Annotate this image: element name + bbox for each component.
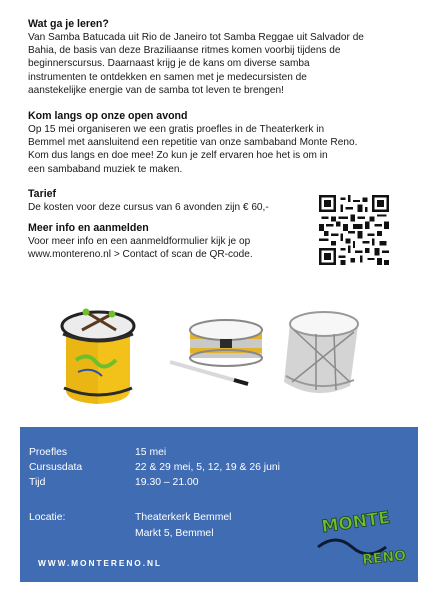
snare-drum-icon	[170, 320, 262, 384]
section-heading: Kom langs op onze open avond	[28, 110, 188, 122]
text-line: instrumenten te ontdekken en samen met je medecursisten de	[28, 71, 307, 83]
info-value: Markt 5, Bemmel	[135, 528, 214, 539]
info-label: Locatie:	[29, 512, 66, 523]
info-label: Proefles	[29, 447, 68, 458]
surdo-drum-icon	[62, 309, 134, 405]
text-line: De kosten voor deze cursus van 6 avonden zijn € 60,-	[28, 202, 269, 213]
section-open-evening	[28, 110, 412, 176]
text-line: aanstekelijke energie van de samba tot leven te brengen!	[28, 84, 284, 96]
qr-code-icon[interactable]	[319, 195, 389, 265]
text-line: Van Samba Batucada uit Rio de Janeiro tot Samba Reggae uit Salvador de	[28, 32, 364, 43]
text-line: Voor meer info en een aanmeldformulier kijk je op	[28, 236, 251, 247]
text-line: een sambaband muziek te maken.	[28, 163, 183, 175]
repinique-drum-icon	[284, 312, 358, 393]
text-line: Kom dus langs en doe mee! Zo kun je zelf ervaren hoe het is om in	[28, 150, 328, 162]
monte-reno-logo	[316, 507, 416, 569]
section-heading: Meer info en aanmelden	[28, 222, 149, 234]
logo-text-top: MONTE	[320, 507, 392, 538]
info-value: 22 & 29 mei, 5, 12, 19 & 26 juni	[135, 462, 280, 473]
text-line: Op 15 mei organiseren we een gratis proefles in de Theaterkerk in	[28, 124, 325, 135]
info-box	[20, 427, 418, 582]
info-label: Cursusdata	[29, 462, 83, 473]
info-label: Tijd	[29, 477, 46, 488]
website-link[interactable]: WWW.MONTERENO.NL	[38, 558, 162, 568]
section-heading: Tarief	[28, 188, 57, 200]
info-value: Theaterkerk Bemmel	[135, 512, 232, 523]
info-value: 19.30 – 21.00	[135, 477, 199, 488]
text-line: Bahia, de basis van deze Braziliaanse ritmes komen voorbij tijdens de	[28, 45, 341, 57]
text-line: Bemmel met aansluitend een repetitie van onze sambaband Monte Reno.	[28, 137, 358, 149]
section-learn	[28, 18, 412, 97]
info-value: 15 mei	[135, 447, 167, 458]
drums-illustration	[58, 290, 368, 410]
text-line: beginnerscursus. Daarnaast krijg je de kans om diverse samba	[28, 58, 310, 70]
text-line: www.montereno.nl > Contact of scan de QR-code.	[28, 249, 253, 261]
logo-text-bottom: RENO	[361, 547, 407, 569]
section-heading: Wat ga je leren?	[28, 18, 109, 30]
